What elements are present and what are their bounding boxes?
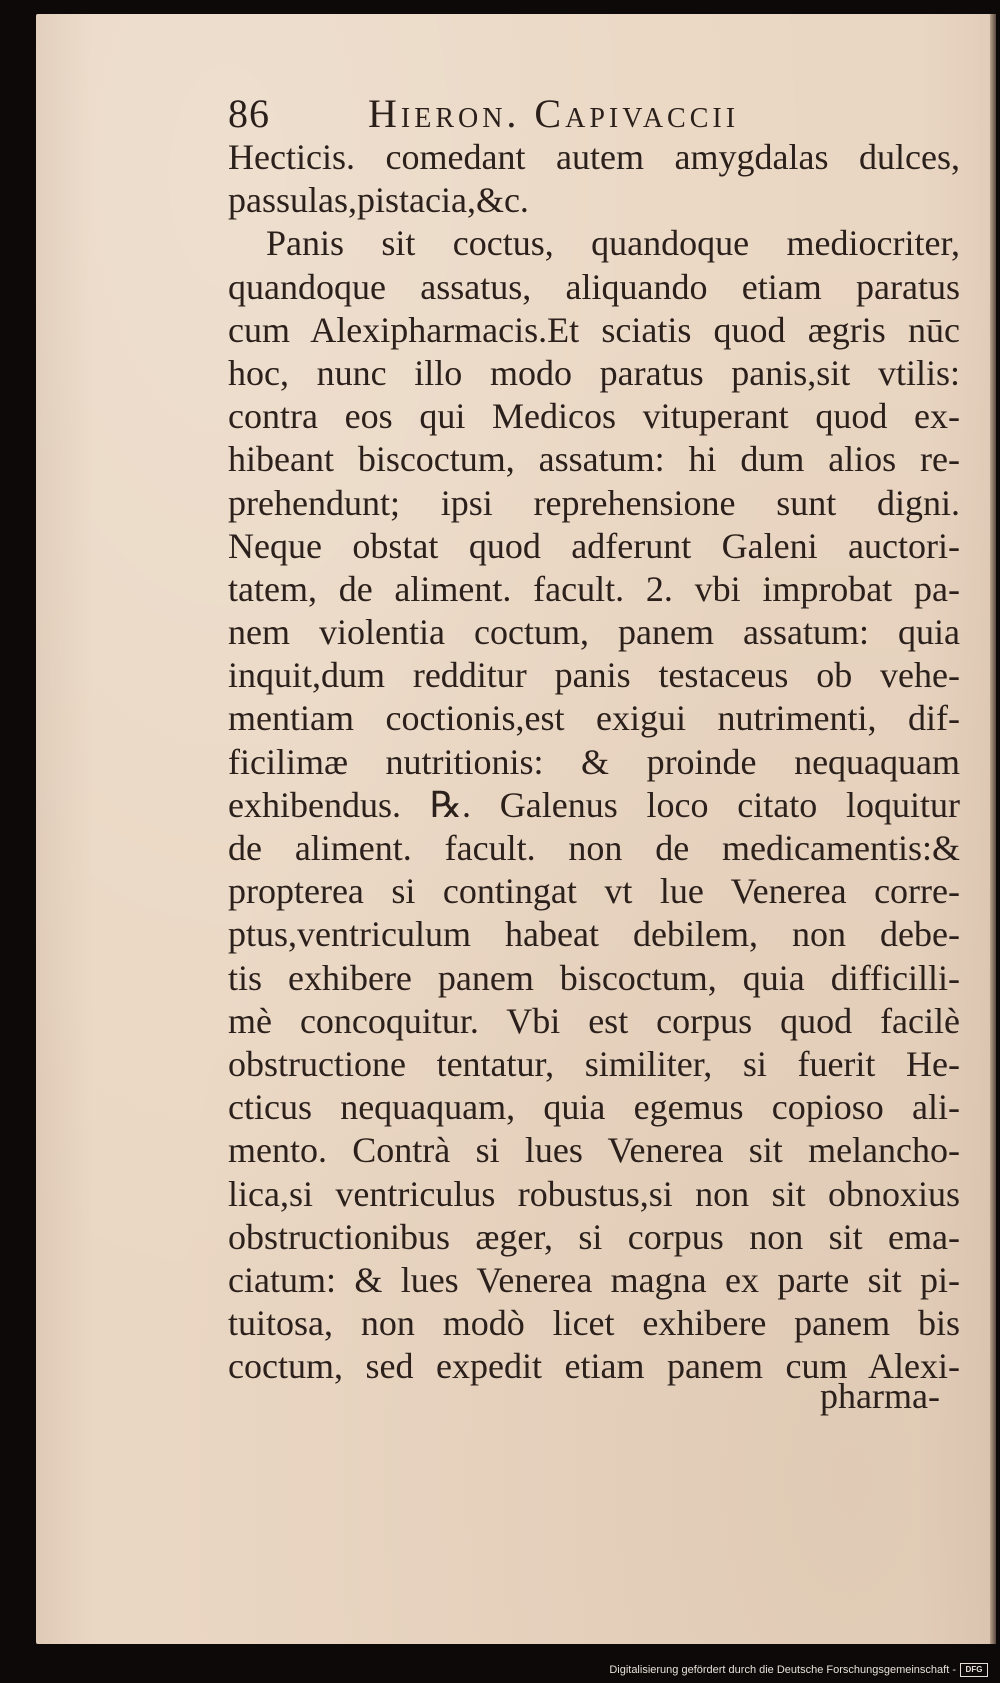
text-line: ciatum: & lues Venerea magna ex parte sit pi-	[228, 1259, 960, 1300]
catchword: pharma-	[820, 1376, 940, 1416]
running-head: Hieron. Capivaccii	[368, 91, 740, 136]
text-line: mentiam coctionis,est exigui nutrimenti, dif-	[228, 698, 960, 739]
text-line: nem violentia coctum, panem assatum: quia	[228, 612, 960, 653]
text-line: Panis sit coctus, quandoque mediocriter,	[266, 223, 960, 264]
text-line: obstructione tentatur, similiter, si fuerit He-	[228, 1043, 960, 1084]
text-line: obstructionibus æger, si corpus non sit ema-	[228, 1216, 960, 1257]
text-line: mè concoquitur. Vbi est corpus quod facilè	[228, 1000, 960, 1041]
text-line: propterea si contingat vt lue Venerea corre-	[228, 871, 960, 912]
text-line: hibeant biscoctum, assatum: hi dum alios re-	[228, 439, 960, 480]
text-line: cticus nequaquam, quia egemus copioso ali-	[228, 1087, 960, 1128]
body-text	[228, 136, 960, 1388]
text-line: tatem, de aliment. facult. 2. vbi improbat pa-	[228, 568, 960, 609]
text-line: inquit,dum redditur panis testaceus ob vehe-	[228, 655, 960, 696]
text-line: quandoque assatus, aliquando etiam paratus	[228, 266, 960, 307]
text-line: passulas,pistacia,&c.	[228, 180, 529, 221]
text-line: de aliment. facult. non de medicamentis:&	[228, 828, 960, 868]
text-line: exhibendus. ℞. Galenus loco citato loquitur	[228, 784, 960, 825]
text-line: coctum, sed expedit etiam panem cum Alexi-	[228, 1346, 960, 1387]
text-line: mento. Contrà si lues Venerea sit melancho-	[228, 1130, 960, 1171]
text-line: hoc, nunc illo modo paratus panis,sit vtilis:	[228, 352, 960, 393]
page-edge	[990, 14, 996, 1644]
text-line: contra eos qui Medicos vituperant quod ex-	[228, 396, 960, 437]
text-line: ptus,ventriculum habeat debilem, non debe-	[228, 914, 960, 955]
page-number: 86	[228, 91, 270, 136]
text-line: cum Alexipharmacis.Et sciatis quod ægris nūc	[228, 309, 960, 350]
digitization-credit	[609, 1663, 988, 1677]
text-line: Hecticis. comedant autem amygdalas dulces,	[228, 137, 960, 177]
text-line: prehendunt; ipsi reprehensione sunt digni.	[228, 482, 960, 523]
credit-text: Digitalisierung gefördert durch die Deutsche Forschungsgemeinschaft -	[609, 1664, 956, 1676]
text-line: tuitosa, non modò licet exhibere panem bis	[228, 1303, 960, 1344]
text-line: tis exhibere panem biscoctum, quia difficilli-	[228, 957, 960, 998]
page-header	[228, 90, 848, 142]
text-line: ficilimæ nutritionis: & proinde nequaquam	[228, 741, 960, 782]
dfg-logo: DFG	[960, 1663, 988, 1677]
text-line: lica,si ventriculus robustus,si non sit obnoxius	[228, 1173, 960, 1214]
text-line: Neque obstat quod adferunt Galeni auctori-	[228, 525, 960, 566]
